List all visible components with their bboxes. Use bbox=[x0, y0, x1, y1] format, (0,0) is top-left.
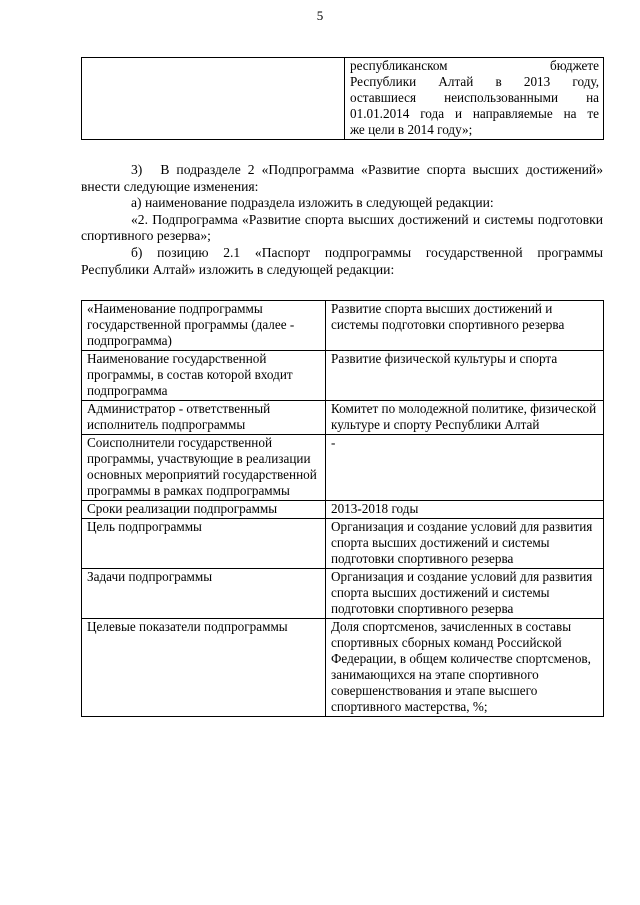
table-row bbox=[82, 619, 604, 717]
table-row bbox=[82, 569, 604, 619]
row-value: Доля спортсменов, зачисленных в составы спортивных сборных команд Российской Федерации, в общем количестве спортсменов, занимающихся на этапе спортивного совершенствования и этапе высшего спортивного мастерства, %; bbox=[326, 619, 604, 717]
paragraph-new-title: «2. Подпрограмма «Развитие спорта высших достижений и системы подготовки спортивного резерва»; bbox=[81, 211, 603, 244]
paragraph-a: а) наименование подраздела изложить в следующей редакции: bbox=[131, 195, 494, 211]
paragraph-3 bbox=[81, 162, 603, 195]
page-number: 5 bbox=[316, 8, 324, 23]
row-label: Задачи подпрограммы bbox=[82, 569, 326, 619]
amendment-text bbox=[81, 162, 603, 278]
table-row bbox=[82, 435, 604, 501]
text-line: 01.01.2014 года и направляемые на те bbox=[350, 106, 599, 121]
table-row bbox=[82, 501, 604, 519]
row-value: Развитие физической культуры и спорта bbox=[326, 351, 604, 401]
table-row bbox=[82, 401, 604, 435]
paragraph-b: б) позицию 2.1 «Паспорт подпрограммы государственной программы Республики Алтай» изложить в следующей редакции: bbox=[81, 244, 603, 277]
row-label: Целевые показатели подпрограммы bbox=[82, 619, 326, 717]
table-row bbox=[82, 58, 604, 140]
row-value: 2013-2018 годы bbox=[326, 501, 604, 519]
table-row bbox=[82, 301, 604, 351]
continuation-table bbox=[81, 57, 604, 140]
row-value: Организация и создание условий для развития спорта высших достижений и системы подготовки спортивного резерва bbox=[326, 569, 604, 619]
item-text: В подразделе 2 «Подпрограмма «Развитие спорта высших достижений» внести следующие изменения: bbox=[81, 162, 603, 194]
row-label: «Наименование подпрограммы государственной программы (далее - подпрограмма) bbox=[82, 301, 326, 351]
row-label: Сроки реализации подпрограммы bbox=[82, 501, 326, 519]
row-value: Организация и создание условий для развития спорта высших достижений и системы подготовки спортивного резерва bbox=[326, 519, 604, 569]
passport-table bbox=[81, 300, 604, 717]
table-row bbox=[82, 519, 604, 569]
text-line: оставшиеся неиспользованными на bbox=[350, 90, 599, 105]
row-label: Соисполнители государственной программы, участвующие в реализации основных мероприятий государственной программы в рамках подпрограммы bbox=[82, 435, 326, 501]
row-value: - bbox=[326, 435, 604, 501]
funding-note-cell bbox=[345, 58, 604, 140]
row-label: Администратор - ответственный исполнитель подпрограммы bbox=[82, 401, 326, 435]
row-label: Цель подпрограммы bbox=[82, 519, 326, 569]
table-row bbox=[82, 351, 604, 401]
text-line: Республики Алтай в 2013 году, bbox=[350, 74, 599, 89]
text-line: же цели в 2014 году»; bbox=[350, 122, 473, 137]
empty-cell bbox=[82, 58, 345, 140]
row-value: Комитет по молодежной политике, физической культуре и спорту Республики Алтай bbox=[326, 401, 604, 435]
text-line: республиканском бюджете bbox=[350, 58, 599, 73]
row-label: Наименование государственной программы, в состав которой входит подпрограмма bbox=[82, 351, 326, 401]
row-value: Развитие спорта высших достижений и системы подготовки спортивного резерва bbox=[326, 301, 604, 351]
item-number: 3) bbox=[131, 162, 143, 177]
